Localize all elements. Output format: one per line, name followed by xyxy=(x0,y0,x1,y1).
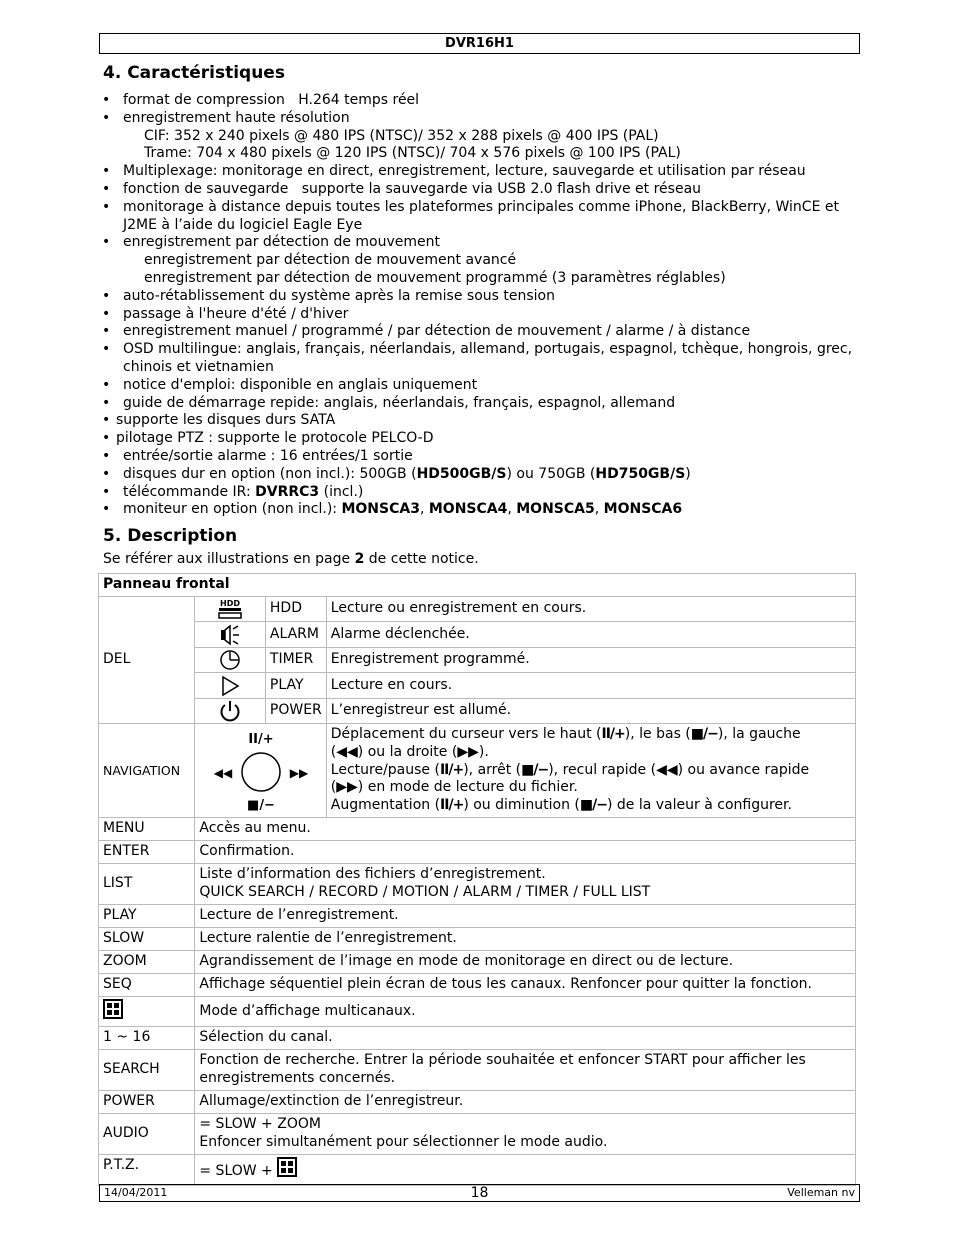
row-desc: Accès au menu. xyxy=(195,818,856,841)
bullet: • xyxy=(102,412,111,429)
bullet: • xyxy=(102,92,111,108)
led-name: PLAY xyxy=(265,673,326,699)
bullet: • xyxy=(102,234,111,251)
bullet: • xyxy=(102,287,111,304)
feature-text: entrée/sortie alarme : 16 entrées/1 sortie xyxy=(123,447,413,464)
bullet: • xyxy=(102,501,111,518)
bullet: • xyxy=(102,323,111,340)
svg-text:■/−: ■/− xyxy=(246,797,275,813)
feature-text: format de compression H.264 temps réel xyxy=(123,92,420,108)
feature-text: notice d'emploi: disponible en anglais uniquement xyxy=(123,376,478,393)
feature-item xyxy=(100,92,860,110)
section-4-title: 4. Caractéristiques xyxy=(103,63,285,83)
feature-text: supporte les disques durs SATA xyxy=(116,412,336,429)
feature-item xyxy=(100,163,860,181)
row-desc: = SLOW + xyxy=(195,1154,856,1185)
remote-model: DVRRC3 xyxy=(255,483,320,500)
svg-text:◀◀: ◀◀ xyxy=(213,765,232,780)
timer-icon xyxy=(195,648,266,673)
footer-company: Velleman nv xyxy=(787,1186,855,1199)
table-row xyxy=(99,1050,856,1091)
row-desc: Allumage/extinction de l’enregistreur. xyxy=(195,1090,856,1113)
feature-subtext: enregistrement par détection de mouvement programmé (3 paramètres réglables) xyxy=(144,269,726,286)
bullet: • xyxy=(102,376,111,393)
led-desc: L’enregistreur est allumé. xyxy=(326,699,855,724)
table-row xyxy=(99,1090,856,1113)
table-row xyxy=(99,1113,856,1154)
row-desc: Liste d’information des fichiers d’enregistrement. QUICK SEARCH / RECORD / MOTION / ALARM / TIMER / FULL LIST xyxy=(195,864,856,905)
row-desc: Sélection du canal. xyxy=(195,1027,856,1050)
footer-date: 14/04/2011 xyxy=(104,1186,168,1199)
hdd-model: HD750GB/S xyxy=(595,465,686,482)
feature-item xyxy=(100,430,860,448)
feature-item xyxy=(100,323,860,341)
feature-list xyxy=(100,92,860,519)
led-name: POWER xyxy=(265,699,326,724)
row-desc: Agrandissement de l’image en mode de monitorage en direct ou de lecture. xyxy=(195,950,856,973)
feature-item: • moniteur en option (non incl.): MONSCA3, MONSCA4, MONSCA5, MONSCA6 xyxy=(102,501,683,518)
row-key: SEARCH xyxy=(99,1050,195,1091)
table-row xyxy=(99,1027,856,1050)
alarm-icon xyxy=(195,622,266,648)
row-key: ENTER xyxy=(99,841,195,864)
bullet: • xyxy=(102,430,111,447)
svg-text:▶▶: ▶▶ xyxy=(289,765,308,780)
row-key: SEQ xyxy=(99,973,195,996)
feature-item xyxy=(100,199,860,235)
feature-text: auto-rétablissement du système après la remise sous tension xyxy=(123,287,555,304)
feature-item xyxy=(100,288,860,306)
table-row xyxy=(99,1154,856,1185)
monitor-model: MONSCA4 xyxy=(428,501,508,518)
led-desc: Lecture en cours. xyxy=(326,673,855,699)
led-desc: Alarme déclenchée. xyxy=(326,622,855,648)
row-desc: Affichage séquentiel plein écran de tous les canaux. Renfoncer pour quitter la fonction. xyxy=(195,973,856,996)
feature-item: • télécommande IR: DVRRC3 (incl.) xyxy=(102,483,364,500)
row-key: SLOW xyxy=(99,927,195,950)
led-desc: Lecture ou enregistrement en cours. xyxy=(326,597,855,622)
del-label: DEL xyxy=(99,597,195,724)
feature-text: OSD multilingue: anglais, français, néerlandais, allemand, portugais, espagnol, tchèque, hongrois, grec, chinois et vietnamien xyxy=(123,341,853,375)
multiview-icon xyxy=(277,1157,297,1183)
section-5-title: 5. Description xyxy=(103,526,238,546)
led-name: HDD xyxy=(265,597,326,622)
table-row xyxy=(99,904,856,927)
navigation-pad-icon xyxy=(195,724,326,818)
row-desc: Lecture de l’enregistrement. xyxy=(195,904,856,927)
table-row xyxy=(99,996,856,1027)
bullet: • xyxy=(102,109,111,126)
feature-subtext: enregistrement par détection de mouvement avancé xyxy=(144,252,517,269)
navigation-desc: Déplacement du curseur vers le haut (II/+), le bas (■/−), la gauche (◀◀) ou la droite (▶▶). Lecture/pause (II/+), arrêt (■/−), recul rapide (◀◀) ou avance rapide (▶▶) en mode de lecture du fichier. Augmentation (II/+) ou diminution (■/−) de la valeur à configurer. xyxy=(326,724,855,818)
svg-text:II/+: II/+ xyxy=(247,731,274,747)
row-desc: Fonction de recherche. Entrer la période souhaitée et enfoncer START pour afficher les enregistrements concernés. xyxy=(195,1050,856,1091)
hdd-icon xyxy=(195,597,266,622)
feature-item xyxy=(100,395,860,413)
table-row xyxy=(99,973,856,996)
led-desc: Enregistrement programmé. xyxy=(326,648,855,673)
row-key: AUDIO xyxy=(99,1113,195,1154)
feature-item xyxy=(100,306,860,324)
panel-title: Panneau frontal xyxy=(99,574,856,597)
row-key: 1 ~ 16 xyxy=(99,1027,195,1050)
row-key: P.T.Z. xyxy=(99,1154,195,1185)
table-row xyxy=(99,818,856,841)
monitor-model: MONSCA5 xyxy=(516,501,595,518)
feature-item xyxy=(100,448,860,466)
bullet: • xyxy=(102,198,111,215)
row-key: POWER xyxy=(99,1090,195,1113)
row-key: ZOOM xyxy=(99,950,195,973)
feature-text: Multiplexage: monitorage en direct, enregistrement, lecture, sauvegarde et utilisation par réseau xyxy=(123,163,806,180)
table-row xyxy=(99,841,856,864)
table-row xyxy=(99,950,856,973)
led-name: TIMER xyxy=(265,648,326,673)
feature-subtext: Trame: 704 x 480 pixels @ 120 IPS (NTSC)/ 704 x 576 pixels @ 100 IPS (PAL) xyxy=(144,145,681,162)
table-row xyxy=(99,864,856,905)
bullet: • xyxy=(102,305,111,322)
multiview-icon xyxy=(103,1007,123,1023)
play-icon xyxy=(195,673,266,699)
feature-item xyxy=(100,412,860,430)
feature-text: pilotage PTZ : supporte le protocole PELCO-D xyxy=(116,430,434,447)
bullet: • xyxy=(102,341,111,358)
row-desc: Confirmation. xyxy=(195,841,856,864)
feature-text: monitorage à distance depuis toutes les plateformes principales comme iPhone, BlackBerry, WinCE et J2ME à l’aide du logiciel Eagle Eye xyxy=(123,198,839,233)
page-header: DVR16H1 xyxy=(99,33,860,54)
feature-text: passage à l'heure d'été / d'hiver xyxy=(123,305,349,322)
row-desc: Mode d’affichage multicanaux. xyxy=(195,996,856,1027)
bullet: • xyxy=(102,394,111,411)
row-key xyxy=(99,996,195,1027)
hdd-model: HD500GB/S xyxy=(416,465,507,482)
feature-item: • disques dur en option (non incl.): 500GB (HD500GB/S) ou 750GB (HD750GB/S) xyxy=(102,465,691,482)
feature-text: enregistrement haute résolution xyxy=(123,109,350,126)
feature-item xyxy=(100,377,860,395)
feature-text: enregistrement manuel / programmé / par détection de mouvement / alarme / à distance xyxy=(123,323,751,340)
navigation-label: NAVIGATION xyxy=(99,724,195,818)
bullet: • xyxy=(102,465,111,482)
feature-item xyxy=(100,341,860,377)
led-name: ALARM xyxy=(265,622,326,648)
row-key: MENU xyxy=(99,818,195,841)
bullet: • xyxy=(102,180,111,197)
feature-subtext: CIF: 352 x 240 pixels @ 480 IPS (NTSC)/ 352 x 288 pixels @ 400 IPS (PAL) xyxy=(144,127,659,144)
monitor-model: MONSCA3 xyxy=(341,501,420,518)
row-key: PLAY xyxy=(99,904,195,927)
table-row xyxy=(99,927,856,950)
front-panel-table xyxy=(98,573,856,1186)
row-desc: Lecture ralentie de l’enregistrement. xyxy=(195,927,856,950)
row-key: LIST xyxy=(99,864,195,905)
description-intro: Se référer aux illustrations en page 2 de cette notice. xyxy=(103,551,479,567)
feature-item xyxy=(100,234,860,287)
svg-text:HDD: HDD xyxy=(220,599,241,608)
feature-text: fonction de sauvegarde supporte la sauvegarde via USB 2.0 flash drive et réseau xyxy=(123,180,702,197)
bullet: • xyxy=(102,483,111,500)
row-desc: = SLOW + ZOOM Enfoncer simultanément pour sélectionner le mode audio. xyxy=(195,1113,856,1154)
feature-text: enregistrement par détection de mouvement xyxy=(123,234,441,251)
monitor-model: MONSCA6 xyxy=(603,501,683,518)
feature-text: guide de démarrage repide: anglais, néerlandais, français, espagnol, allemand xyxy=(123,394,676,411)
feature-item xyxy=(100,110,860,163)
page-footer xyxy=(99,1184,860,1202)
bullet: • xyxy=(102,447,111,464)
bullet: • xyxy=(102,163,111,180)
feature-item xyxy=(100,181,860,199)
page-number: 18 xyxy=(470,1185,489,1201)
power-icon xyxy=(195,699,266,724)
